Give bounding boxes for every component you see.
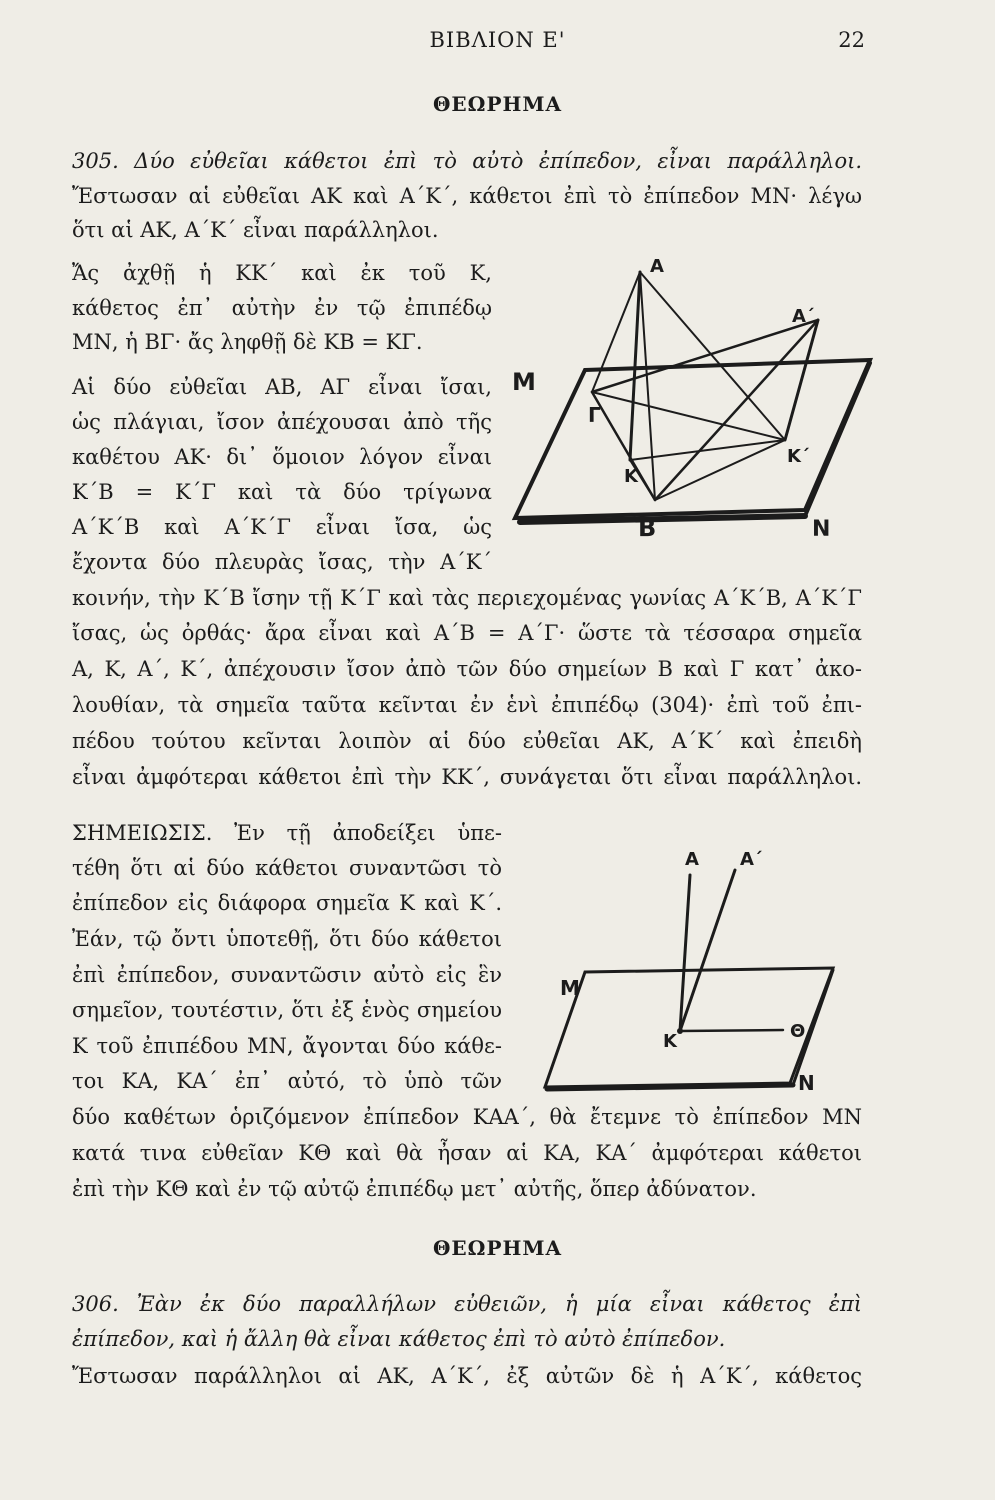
label-k: Κ [624,466,638,487]
text-line: ΜΝ, ἡ ΒΓ· ἄς ληφθῇ δὲ ΚΒ = ΚΓ. [72,330,423,354]
page-number: 22 [838,28,865,52]
text-line: Ἄς ἀχθῇ ἡ ΚΚ΄ καὶ ἐκ τοῦ Κ, [72,261,492,285]
plane-mn [515,360,870,518]
text-line: ὡς πλάγιαι, ἴσον ἀπέχουσαι ἀπὸ τῆς [72,410,492,434]
label-m: Μ [560,976,580,1000]
remark-line: Κ τοῦ ἐπιπέδου ΜΝ, ἄγονται δύο κάθε- [72,1034,502,1058]
text-line: Ἔστωσαν αἱ εὐθεῖαι ΑΚ καὶ Α΄Κ΄, κάθετοι ἐπὶ τὸ ἐπίπεδον ΜΝ· λέγω [72,184,862,208]
remark-line: Ἐάν, τῷ ὄντι ὑποτεθῇ, ὅτι δύο κάθετοι [72,927,502,951]
label-m: Μ [512,368,536,396]
label-b: Β [638,514,657,542]
theorem-statement: ἐπίπεδον, καὶ ἡ ἄλλη θὰ εἶναι κάθετος ἐπὶ τὸ αὐτὸ ἐπίπεδον. [72,1327,726,1351]
plane-edge [805,363,870,516]
label-g: Γ [588,403,601,427]
remark-line: τοι ΚΑ, ΚΑ΄ ἐπ᾽ αὐτό, τὸ ὑπὸ τῶν [72,1069,502,1093]
line-ab [640,272,655,500]
line-k1g [592,392,785,440]
text-line: Αἱ δύο εὐθεῖαι ΑΒ, ΑΓ εἶναι ἴσαι, [72,375,492,399]
line-ak [630,272,640,460]
text-line: καθέτου ΑΚ· δι᾽ ὅμοιον λόγον εἶναι [72,445,492,469]
line-ag [592,272,640,392]
theorem-statement: 305. Δύο εὐθεῖαι κάθετοι ἐπὶ τὸ αὐτὸ ἐπίπεδον, εἶναι παράλληλοι. [72,149,862,173]
theorem-heading: ΘΕΩΡΗΜΑ [432,92,563,116]
text-line: κάθετος ἐπ᾽ αὐτὴν ἐν τῷ ἐπιπέδῳ [72,296,492,320]
remark-line: δύο καθέτων ὁριζόμενον ἐπίπεδον ΚΑΑ΄, θὰ ἔτεμνε τὸ ἐπίπεδον ΜΝ [72,1105,862,1129]
label-a: Α [685,849,699,870]
text-line: Α΄Κ΄Β καὶ Α΄Κ΄Γ εἶναι ἴσα, ὡς [72,515,492,539]
text-line: λουθίαν, τὰ σημεῖα ταῦτα κεῖνται ἐν ἑνὶ ἐπιπέδῳ (304)· ἐπὶ τοῦ ἐπι- [72,693,862,717]
figure-two-perpendiculars [535,845,865,1100]
remark-line: τέθη ὅτι αἱ δύο κάθετοι συναντῶσι τὸ [72,856,502,880]
label-k-prime: Κ΄ [787,446,809,467]
text-line: Ἔστωσαν παράλληλοι αἱ ΑΚ, Α΄Κ΄, ἐξ αὐτῶν δὲ ἡ Α΄Κ΄, κάθετος [72,1364,862,1388]
text-line: πέδου τούτου κεῖνται λοιπὸν αἱ δύο εὐθεῖαι ΑΚ, Α΄Κ΄ καὶ ἐπειδὴ [72,729,862,753]
line-k-theta [680,1030,783,1031]
text-line: ἴσας, ὡς ὀρθάς· ἄρα εἶναι καὶ Α΄Β = Α΄Γ· ὥστε τὰ τέσσαρα σημεῖα [72,621,862,645]
remark-line: σημεῖον, τουτέστιν, ὅτι ἐξ ἑνὸς σημείου [72,998,502,1022]
remark-line: κατά τινα εὐθεῖαν ΚΘ καὶ θὰ ἦσαν αἱ ΚΑ, ΚΑ΄ ἀμφότεραι κάθετοι [72,1141,862,1165]
theorem-heading: ΘΕΩΡΗΜΑ [432,1236,563,1260]
point-k [677,1028,683,1034]
text-line: Κ΄Β = Κ΄Γ καὶ τὰ δύο τρίγωνα [72,480,492,504]
theorem-statement: 306. Ἐὰν ἐκ δύο παραλλήλων εὐθειῶν, ἡ μία εἶναι κάθετος ἐπὶ [72,1292,862,1316]
remark-line: ἐπὶ ἐπίπεδον, συναντῶσιν αὐτὸ εἰς ἓν [72,963,502,987]
text-line: κοινήν, τὴν Κ΄Β ἴσην τῇ Κ΄Γ καὶ τὰς περιεχομένας γωνίας Α΄Κ΄Β, Α΄Κ΄Γ [72,586,862,610]
line-ak1 [640,272,785,440]
label-n: Ν [812,517,831,542]
text-line: ἔχοντα δύο πλευρὰς ἴσας, τὴν Α΄Κ΄ [72,550,492,574]
remark-line: ΣΗΜΕΙΩΣΙΣ. Ἐν τῇ ἀποδείξει ὑπε- [72,821,502,845]
remark-line: ἐπὶ τὴν ΚΘ καὶ ἐν τῷ αὐτῷ ἐπιπέδῳ μετ᾽ αὐτῆς, ὅπερ ἀδύνατον. [72,1177,757,1201]
remark-line: ἐπίπεδον εἰς διάφορα σημεῖα Κ καὶ Κ΄. [72,891,502,915]
label-a: Α [650,256,664,277]
label-k: Κ [663,1031,677,1052]
figure-perpendicular-lines [500,250,880,550]
label-a-prime: Α΄ [740,849,762,870]
text-line: ὅτι αἱ ΑΚ, Α΄Κ΄ εἶναι παράλληλοι. [72,218,439,242]
label-n: Ν [798,1071,815,1095]
label-a-prime: Α΄ [792,306,814,327]
label-theta: Θ [790,1021,806,1042]
text-line: Α, Κ, Α΄, Κ΄, ἀπέχουσιν ἴσον ἀπὸ τῶν δύο σημείων Β καὶ Γ κατ᾽ ἀκο- [72,657,862,681]
text-line: εἶναι ἀμφότεραι κάθετοι ἐπὶ τὴν ΚΚ΄, συνάγεται ὅτι εἶναι παράλληλοι. [72,765,862,789]
running-header: ΒΙΒΛΙΟΝ Ε' [429,28,566,52]
